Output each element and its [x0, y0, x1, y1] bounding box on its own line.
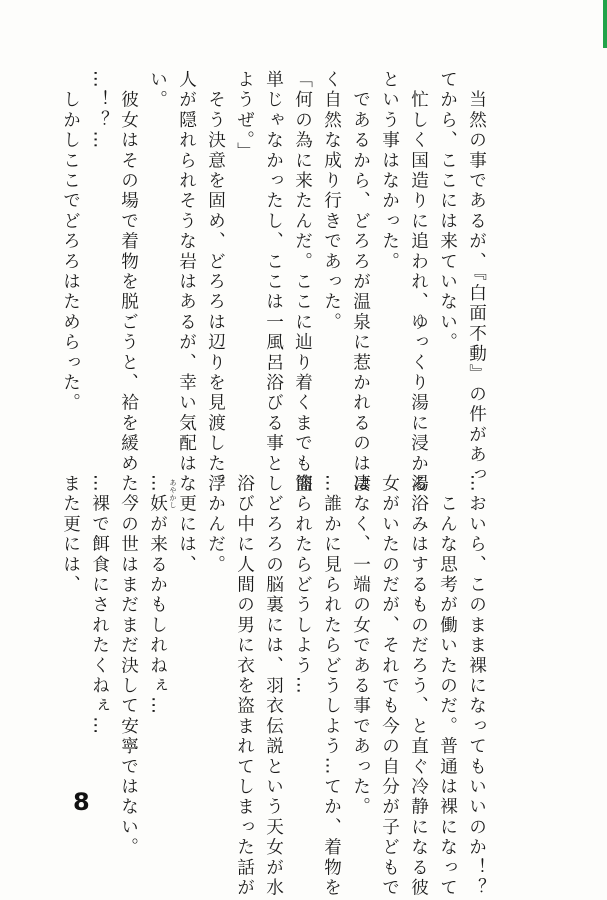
text-column: ようぜ。」	[234, 70, 255, 163]
text-column: しかしここでどろろはためらった。	[60, 70, 81, 414]
text-column: …おいら、このまま裸になってもいいのか！？	[466, 474, 487, 899]
text-column: …裸で餌食にされたくねぇ…	[89, 474, 110, 737]
text-column: い。	[147, 70, 168, 111]
text-column: 彼女はその場で着物を脱ごうと、袷を緩めた。	[118, 70, 139, 515]
text-column: 浮かんだ。	[205, 474, 226, 575]
text-column: …！？…	[89, 70, 110, 151]
text-column: どろろの脳裏には、羽衣伝説という天女が水	[263, 474, 284, 899]
text-column: 更には、	[176, 474, 197, 575]
text-column: 盗られたらどうしよう…	[292, 474, 313, 697]
text-column: また更には、	[60, 474, 81, 596]
text-column: …妖が来るかもしれねぇ…	[147, 474, 168, 717]
ruby-annotation: あやかし	[169, 479, 177, 509]
text-column: という事はなかった。	[379, 70, 400, 272]
text-column: 今の世はまだまだ決して安寧ではない。	[118, 474, 139, 858]
text-column: こんな思考が働いたのだ。普通は裸になって	[437, 474, 458, 899]
text-column: はなく、一端の女である事であった。	[350, 474, 371, 818]
text-column: そう決意を固め、どろろは辺りを見渡した。	[205, 70, 226, 495]
page-number: 8	[73, 788, 90, 816]
text-column: 忙しく国造りに追われ、ゆっくり湯に浸かる	[408, 70, 429, 495]
page-edge-tab	[603, 0, 607, 48]
text-column: 当然の事であるが、『白面不動』の件があっ	[466, 70, 487, 486]
text-column: く自然な成り行きであった。	[321, 70, 342, 333]
text-column: 「何の為に来たんだ。ここに辿り着くまでも簡	[292, 70, 313, 495]
text-column: 湯浴みはするものだろう、と直ぐ冷静になる彼	[408, 474, 429, 899]
text-column: …誰かに見られたらどうしよう…てか、着物を	[321, 474, 342, 899]
text-column: であるから、どろろが温泉に惹かれるのは凄	[350, 70, 371, 495]
text-column: てから、ここには来ていない。	[437, 70, 458, 353]
text-column: 女がいたのだが、それでも今の自分が子どもで	[379, 474, 400, 899]
text-column: 単じゃなかったし、ここは一風呂浴びる事とし	[263, 70, 284, 495]
text-column: 浴び中に人間の男に衣を盗まれてしまった話が	[234, 474, 255, 899]
text-column: 人が隠れられそうな岩はあるが、幸い気配はな	[176, 70, 197, 495]
